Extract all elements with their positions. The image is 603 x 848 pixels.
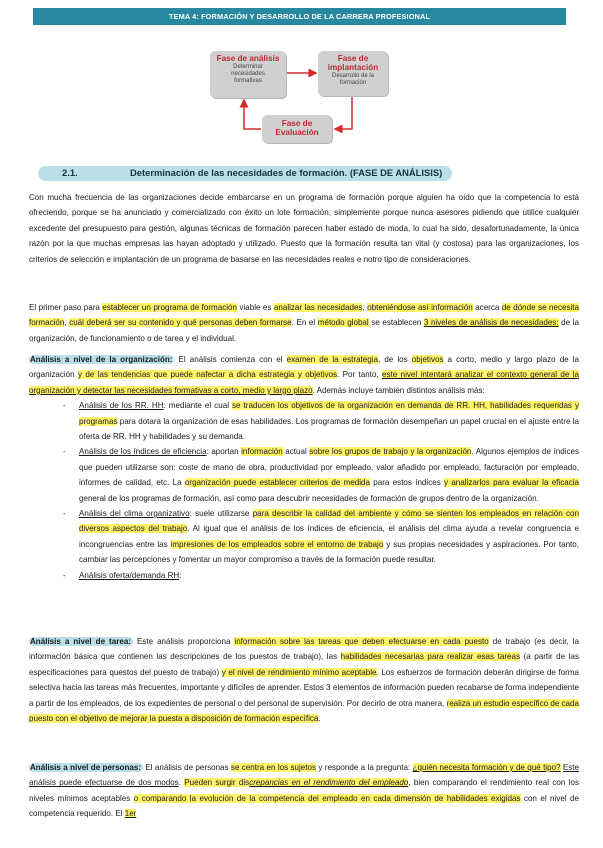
- analysis-phase-desc: Determinar necesidades formativas: [231, 64, 265, 84]
- section-number: 2.1.: [62, 167, 78, 178]
- implementation-phase-box: [318, 51, 388, 96]
- analysis-phase-title: Fase de análisis: [216, 54, 280, 63]
- analysis-list: [29, 398, 579, 583]
- list-item: - Análisis oferta/demanda RH:: [63, 570, 182, 580]
- paragraph-organization-level: Análisis a nivel de la organización: El análisis comienza con el examen de la estrategia, de los objetivos a corto, medio y largo plazo de la organización y de las tendencias que puede nafectar a dicha estrategia y objetivos. Por tanto, este nivel intentará analizar el contexto general de la organización y detectar las necesidades formativas a corto, medio y largo plazo. Además incluye también distintos análisis más: - Análisis de los RR. HH: mediante el cual se traducen los objetivos de la organización en demanda de RR. HH, habilidades requeridas y programas para dotara la organización de esas habilidades. Los programas de formación desempeñan un papel crucial en el ajuste entre la oferta de RR. HH y habilidades y su demanda. - Análisis de los índices de eficiencia: aportan información actual sobre los grupos de trabajo y la organización. Algunos ejemplos de índices que pueden utilizarse son: coste de mano de obra, productividad por empleado, valor añadido por empleado, facturación por empleado, informes de calidad, etc. La organización puede establecer criterios de medida para estos índices y analizarlos para evaluar la eficacia general de los programas de formación, así como para descubrir necesidades de formación de grupos dentro de la organización. - Análisis del clima organizativo: suele utilizarse para describir la calidad del ambiente y cómo se sienten los empleados en relación con diversos aspectos del trabajo. Al igual que el análisis de los índices de eficiencia, el análisis del clima ayuda a revelar congruencia e incongruencias entre las impresiones de los empleados sobre el entorno de trabajo y sus propias necesidades y aspiraciones. Por tanto, cambiar las percepciones y fomentar un mayor compromiso a través de la formación puede resultar. - Análisis oferta/demanda RH:: [29, 352, 579, 583]
- analysis-phase-box: [210, 51, 286, 98]
- person-level-label: Análisis a nivel de personas:: [30, 763, 142, 772]
- evaluation-phase-title: Fase de Evaluación: [275, 119, 319, 137]
- evaluation-phase-box: [262, 115, 332, 143]
- arrow-evaluation-to-analysis: [244, 100, 261, 129]
- arrow-implementation-to-evaluation: [335, 97, 352, 129]
- paragraph-person-level: Análisis a nivel de personas: El análisis de personas se centra en los sujetos y responde a la pregunta: ¿quién necesita formación y de qué tipo? Este análisis puede efectuarse de dos modos. Pueden surgir discrepancias en el rendimiento del empleado, bien comparando el rendimiento real con los niveles mínimos aceptables o comparando la evolución de la competencia del empleado en cada dimensión de habilidades exigidas con el nivel de competencia requerido. El 1er: [29, 763, 580, 819]
- paragraph-task-level: Análisis a nivel de tarea: Este análisis proporciona información sobre las tareas que deben efectuarse en cada puesto de trabajo (es decir, la información básica que contienen las descripciones de los puestos de trabajo), las habilidades necesarias para realizar esas tareas (a partir de las especificaciones para questos del puesto de trabajo) y el nivel de rendimiento mínimo aceptable. Los esfuerzos de formación deberán dirigirse de forma selectiva hacia las tareas más frecuentes, importante y difíciles de aprender. Estos 3 elementos de información pueden recabarse de forma independiente a partir de los empleados, de los expedientes de personal o del personal de supervisión. Por decirlo de otra manera, realiza un estudio específico de cada puesto con el objetivo de mejorar la puesta a disposición de formación específica.: [29, 637, 579, 724]
- paragraph-intro: Con mucha frecuencia de las organizaciones decide embarcarse en un programa de formación porque alguien ha oído que la competencia lo está ofreciendo, porque se ha anunciado y comercializado con éxito un lote formación, simplemente porque nunca asesores pidiendo que utilice cualquier excedente del presupuesto para gestión, algunas técnicas de formación parecen haber estado de moda, lo cual ha sido, desafortunadamente, la única razón por la que muchas empresas las hayan adoptado y utilizado. Puesto que la formación resulta tan vital (y costosa) para las organizaciones, los criterios de selección e implantación de un programa de basarse en las necesidades reales e notro tipo de consideraciones.: [29, 193, 579, 264]
- organization-level-label: Análisis a nivel de la organización:: [30, 355, 173, 364]
- chapter-header: TEMA 4: FORMACIÓN Y DESARROLLO DE LA CARRERA PROFESIONAL: [33, 8, 566, 25]
- section-heading: [38, 166, 452, 181]
- list-item: - Análisis de los RR. HH: mediante el cual se traducen los objetivos de la organización en demanda de RR. HH, habilidades requeridas y programas para dotara la organización de esas habilidades. Los programas de formación desempeñan un papel crucial en el ajuste entre la oferta de RR. HH y habilidades y su demanda.: [63, 401, 579, 442]
- task-level-label: Análisis a nivel de tarea:: [30, 637, 131, 646]
- list-item: - Análisis del clima organizativo: suele utilizarse para describir la calidad del ambiente y cómo se sienten los empleados en relación con diversos aspectos del trabajo. Al igual que el análisis de los índices de eficiencia, el análisis del clima ayuda a revelar congruencia e incongruencias entre las impresiones de los empleados sobre el entorno de trabajo y sus propias necesidades y aspiraciones. Por tanto, cambiar las percepciones y fomentar un mayor compromiso a través de la formación puede resultar.: [63, 509, 580, 565]
- list-item: - Análisis de los índices de eficiencia: aportan información actual sobre los grupos de trabajo y la organización. Algunos ejemplos de índices que pueden utilizarse son: coste de mano de obra, productividad por empleado, valor añadido por empleado, facturación por empleado, informes de calidad, etc. La organización puede establecer criterios de medida para estos índices y analizarlos para evaluar la eficacia general de los programas de formación, así como para descubrir necesidades de formación de grupos dentro de la organización.: [63, 447, 580, 503]
- implementation-phase-desc: Desarrollo de la formación: [331, 73, 375, 86]
- implementation-phase-title: Fase de implantación: [327, 54, 379, 72]
- phase-diagram: [0, 0, 603, 170]
- diagram-arrows: [0, 0, 603, 170]
- paragraph-first-step: El primer paso para establecer un programa de formación viable es analizar las necesidades, obteniéndose así información acerca de dónde se necesita formación, cuál deberá ser su contenido y qué personas deben formarse. En el método global se establecen 3 niveles de análisis de necesidades: de la organización, de funcionamiento o de tarea y el individual.: [29, 303, 580, 343]
- section-title: Determinación de las necesidades de formación. (FASE DE ANÁLISIS): [130, 167, 443, 178]
